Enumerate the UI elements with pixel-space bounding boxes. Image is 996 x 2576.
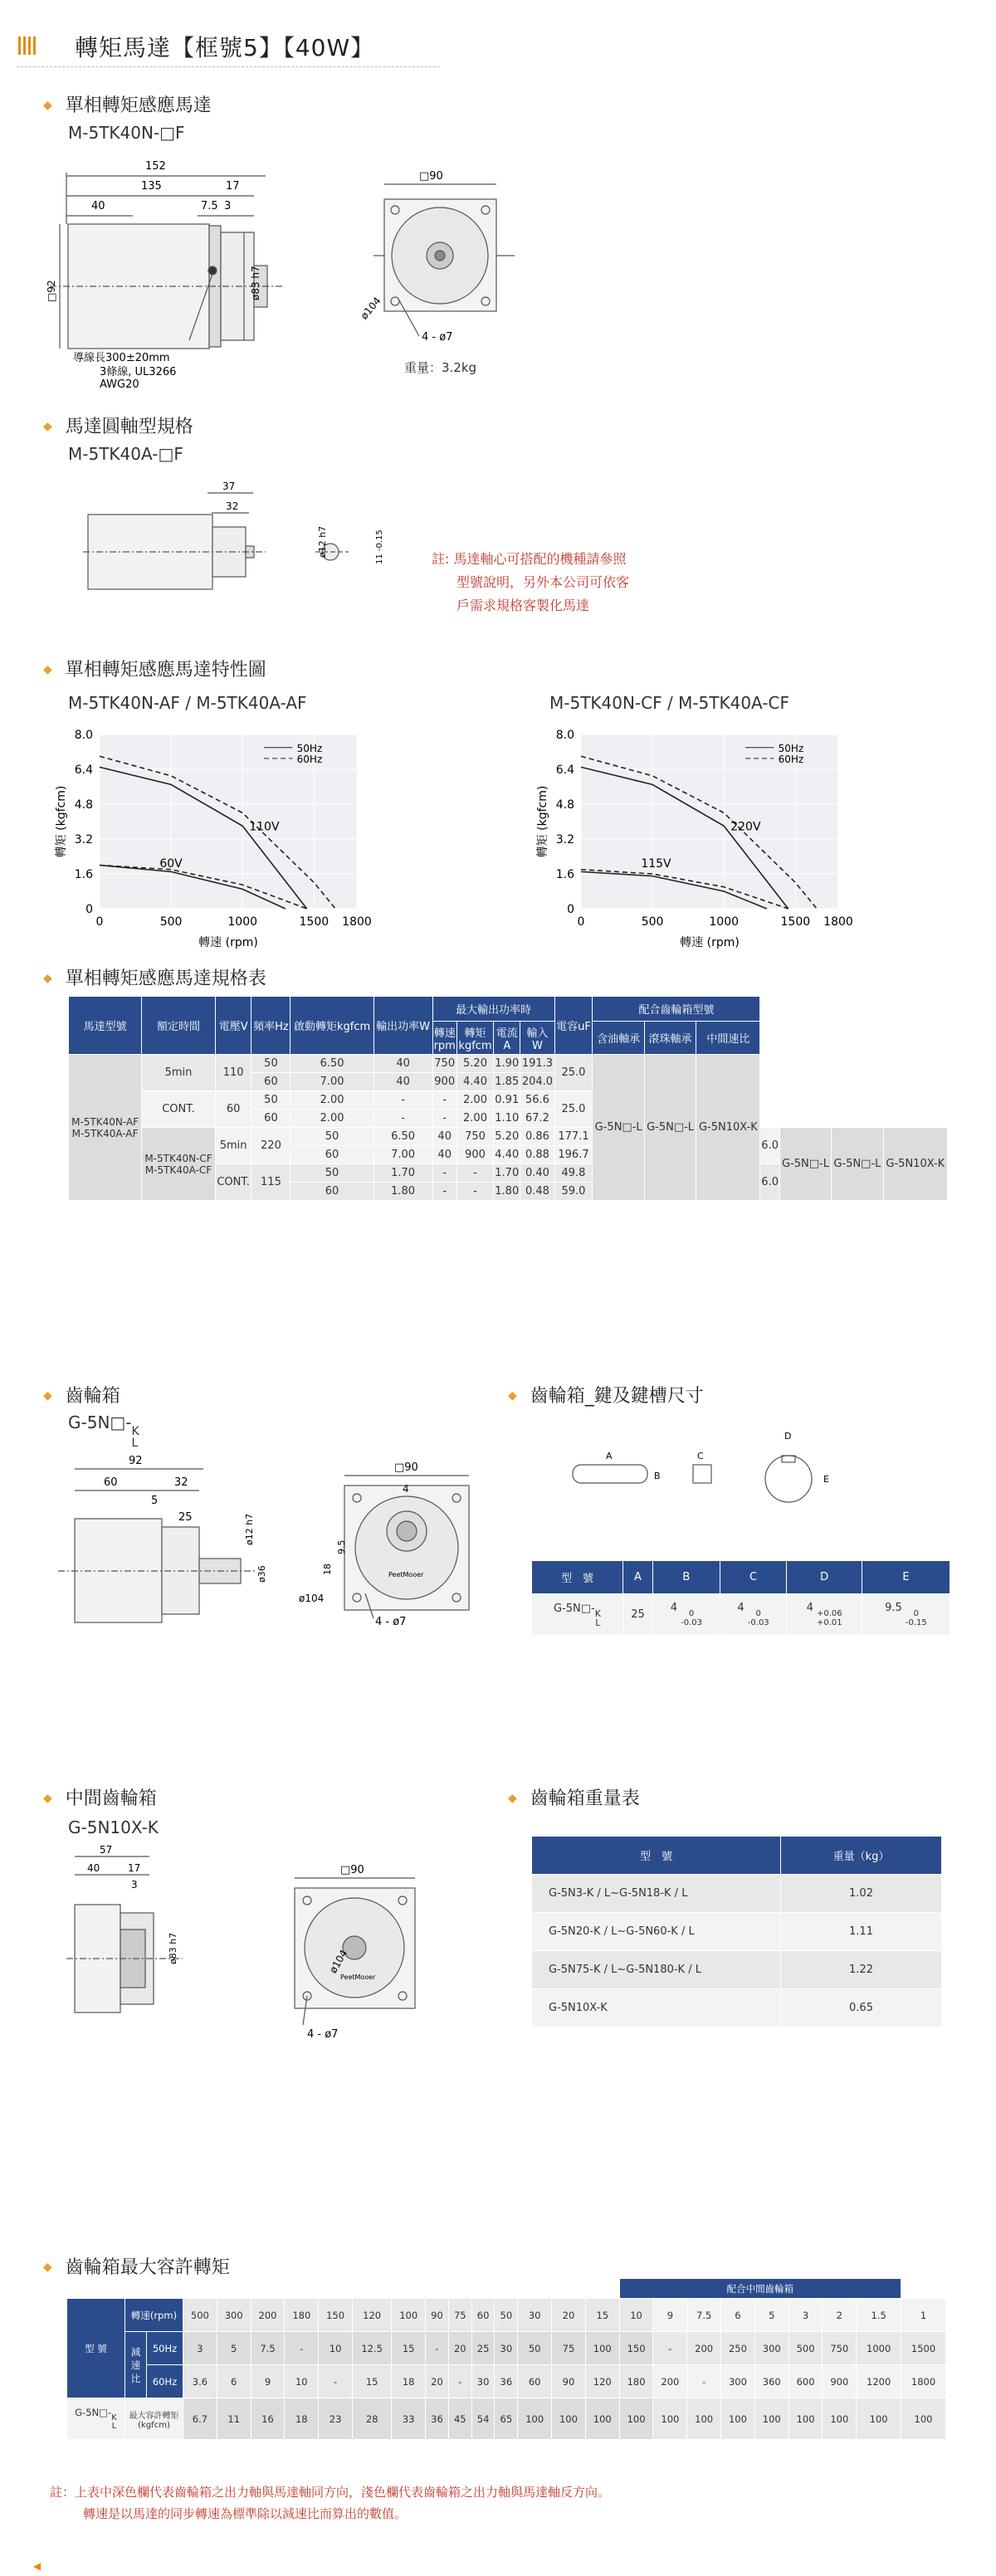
dim-32: 32 xyxy=(174,1476,188,1489)
dim-17: 17 xyxy=(128,1862,141,1874)
page-marker-icon: ◀ xyxy=(33,2560,42,2572)
key-letter-e: E xyxy=(823,1474,829,1485)
dim-phi104: ø104 xyxy=(327,1947,350,1976)
y-axis-label: 轉矩 (kgfcm) xyxy=(536,785,549,858)
dim-40: 40 xyxy=(87,1862,100,1874)
annotation-high: 110V xyxy=(249,820,280,834)
torque-row: 型 號 轉速(rpm) 500 300 200 180 150 120 100 90 75 60 50 30 20 15 10 9 7.5 6 5 3 2 1.5 1 xyxy=(67,2299,946,2332)
dim-18: 18 xyxy=(322,1564,333,1575)
section-title-round-shaft: ◆ 馬達圓軸型規格 xyxy=(43,412,193,438)
mount-holes: 4 - ø7 xyxy=(422,331,453,344)
dim-tolerance: 11 -0.15 xyxy=(375,529,384,564)
mount-holes: 4 - ø7 xyxy=(307,2028,339,2041)
brand-logo: PeetMooer xyxy=(340,1973,376,1981)
motor-weight: 重量：3.2kg xyxy=(404,360,477,375)
x-tick-label: 500 xyxy=(159,915,183,929)
section-title-characteristics: ◆ 單相轉矩感應馬達特性圖 xyxy=(43,656,266,681)
dim-25: 25 xyxy=(178,1511,193,1524)
dim-phi12: ø12 h7 xyxy=(244,1513,255,1545)
gearbox-drawing xyxy=(58,1444,490,1660)
dim-37: 37 xyxy=(222,481,236,492)
dim-phi83: ø83 h7 xyxy=(250,266,261,300)
chart-cf xyxy=(531,718,880,959)
dim-17: 17 xyxy=(226,180,240,193)
x-tick-label: 0 xyxy=(95,915,104,929)
section-title-mid-gearbox: ◆ 中間齒輪箱 xyxy=(43,1784,157,1810)
dim-sq90: □90 xyxy=(394,1461,418,1474)
annotation-high: 220V xyxy=(730,820,761,834)
gearbox-model: G-5N□- K L xyxy=(68,1412,139,1450)
chart-2-title: M-5TK40N-CF / M-5TK40A-CF xyxy=(549,693,789,713)
dim-5: 5 xyxy=(151,1495,159,1507)
y-tick-label: 1.6 xyxy=(74,868,93,881)
dim-phi104: ø104 xyxy=(358,295,383,322)
y-tick-label: 6.4 xyxy=(74,764,93,777)
dim-4: 4 xyxy=(403,1483,409,1495)
spec-row: CONT. 60 50 2.00 - - 2.00 0.91 56.6 25.0 xyxy=(69,1091,948,1110)
dim-sq90: □90 xyxy=(340,1864,364,1876)
dim-sq92: □92 xyxy=(46,280,57,302)
y-tick-label: 4.8 xyxy=(74,798,93,812)
round-shaft-drawing xyxy=(83,481,398,598)
key-letter-a: A xyxy=(606,1451,613,1461)
x-tick-label: 1000 xyxy=(709,915,740,929)
dim-152: 152 xyxy=(145,160,166,173)
y-tick-label: 1.6 xyxy=(555,868,574,881)
mid-gearbox-model: G-5N10X-K xyxy=(68,1817,159,1837)
key-table: 型 號 A B C D E G-5N□- K L 25 4 0 -0.03 4 0 -0.03 4 +0.06 +0.01 9.5 0 -0.15 xyxy=(531,1560,950,1636)
dim-135: 135 xyxy=(141,180,162,193)
lead-length: 導線長300±20mm xyxy=(73,352,170,364)
dim-3: 3 xyxy=(131,1879,138,1891)
y-tick-label: 0 xyxy=(567,903,574,916)
section-title-max-torque: ◆ 齒輪箱最大容許轉矩 xyxy=(43,2253,230,2279)
y-tick-label: 8.0 xyxy=(555,729,574,742)
dim-32: 32 xyxy=(226,500,239,512)
x-tick-label: 500 xyxy=(641,915,664,929)
spec-table: 馬達型號 額定時間 電壓V 頻率Hz 啟動轉矩kgfcm 輸出功率W 最大輸出功率時 電容uF 配合齒輪箱型號 轉速 rpm 轉矩 kgfcm 電流 A 輸入 W 含油軸承 滾珠軸承 中間速比 M-5TK40N-AF M-5TK40A-AF 5min 110 50 6.50 40 750 5.20 1.90 191.3 25.0 G-5N□-L G-5N□-L G-5N10X-K 60 7.00 40 900 4.40 1.85 204.0 CONT. 60 50 2.00 - - 2.00 0.91 56.6 25.0 60 2.00 - - 2.00 1.10 67.2 M-5TK40N-CF M-5TK40A-CF 5min 220 50 6.50 40 750 5.20 0.86 177.1 6.0 G-5N□-L G-5N□-L G-5N10X-K 60 7.00 40 900 4.40 0.88 196.7 CONT. 115 50 1.70 - - 1.70 0.40 49.8 6.0 60 1.80 - - 1.80 0.48 59.0 xyxy=(68,996,948,1201)
x-tick-label: 1500 xyxy=(299,915,330,929)
torque-row: 配合中間齒輪箱 xyxy=(67,2279,946,2299)
y-tick-label: 4.8 xyxy=(555,798,574,812)
header-divider xyxy=(17,66,440,67)
dim-3: 3 xyxy=(224,200,232,212)
section-title-key: ◆ 齒輪箱_鍵及鍵槽尺寸 xyxy=(508,1382,704,1408)
legend-50hz: 50Hz xyxy=(296,742,323,754)
spec-row: M-5TK40N-CF M-5TK40A-CF 5min 220 50 6.50 40 750 5.20 0.86 177.1 6.0 G-5N□-L G-5N□-L G-5N10X-K xyxy=(69,1128,948,1146)
key-letter-c: C xyxy=(697,1451,704,1461)
spec-row: CONT. 115 50 1.70 - - 1.70 0.40 49.8 6.0 xyxy=(69,1164,948,1183)
torque-row: 60Hz 3.6 6 9 10 - 15 18 20 - 30 36 60 90 120 180 200 - 300 360 600 900 1200 1800 xyxy=(67,2365,946,2398)
round-shaft-note: 註: 馬達軸心可搭配的機種請參照 型號說明，另外本公司可依客 戶需求規格客製化馬達 xyxy=(432,551,630,613)
section-title-spec-table: ◆ 單相轉矩感應馬達規格表 xyxy=(43,964,266,990)
legend-60hz: 60Hz xyxy=(778,753,804,765)
round-shaft-model: M-5TK40A-□F xyxy=(68,444,183,464)
dim-40: 40 xyxy=(91,200,105,212)
annotation-low: 115V xyxy=(641,857,671,871)
head-speed: 轉速 rpm xyxy=(432,1022,456,1055)
key-letter-b: B xyxy=(654,1471,661,1481)
dim-sq90: □90 xyxy=(419,170,443,183)
chart-1-title: M-5TK40N-AF / M-5TK40A-AF xyxy=(68,693,307,713)
page-title: 轉矩馬達【框號5】【40W】 xyxy=(75,34,375,61)
spec-row: 60 1.80 - - 1.80 0.48 59.0 xyxy=(69,1183,948,1201)
dim-57: 57 xyxy=(100,1844,113,1856)
header-bars-icon xyxy=(18,37,36,55)
key-drawing xyxy=(564,1427,880,1519)
section-title-gear-weight: ◆ 齒輪箱重量表 xyxy=(508,1784,640,1810)
motor-drawing xyxy=(46,149,515,391)
y-tick-label: 3.2 xyxy=(555,833,574,846)
x-tick-label: 1500 xyxy=(780,915,811,929)
dim-phi104: ø104 xyxy=(299,1593,325,1604)
y-tick-label: 8.0 xyxy=(74,729,93,742)
gear-weight-table: 型 號 重量（kg） G-5N3-K / L~G-5N18-K / L 1.02 G-5N20-K / L~G-5N60-K / L 1.11 G-5N75-K / L~G-5N180-K / L 1.22 G-5N10X-K 0.65 xyxy=(531,1836,942,2027)
wire-awg: AWG20 xyxy=(100,378,139,391)
max-torque-table xyxy=(66,2278,946,2440)
dim-phi83: ø83 h7 xyxy=(168,1932,178,1964)
x-axis-label: 轉速 (rpm) xyxy=(198,936,258,949)
x-axis-label: 轉速 (rpm) xyxy=(680,936,740,949)
section-title-motor: ◆ 單相轉矩感應馬達 xyxy=(43,91,212,117)
key-letter-d: D xyxy=(784,1431,792,1442)
dim-phi36: ø36 xyxy=(256,1565,267,1583)
motor-model: M-5TK40N-□F xyxy=(68,123,185,143)
spec-row: M-5TK40N-AF M-5TK40A-AF 5min 110 50 6.50 40 750 5.20 1.90 191.3 25.0 G-5N□-L G-5N□-L G-5N10X-K xyxy=(69,1055,948,1073)
x-tick-label: 1800 xyxy=(823,915,853,929)
dim-92: 92 xyxy=(129,1455,143,1467)
dim-7-5: 7.5 xyxy=(201,200,218,212)
legend-50hz: 50Hz xyxy=(778,742,804,754)
x-tick-label: 1000 xyxy=(227,915,258,929)
section-title-gearbox: ◆ 齒輪箱 xyxy=(43,1382,120,1408)
y-tick-label: 0 xyxy=(85,903,93,916)
y-tick-label: 3.2 xyxy=(74,833,93,846)
dim-phi12: ø12 h7 xyxy=(317,525,328,558)
mount-holes: 4 - ø7 xyxy=(375,1616,407,1628)
dim-9-5: 9.5 xyxy=(336,1539,347,1554)
mid-gearbox-drawing xyxy=(66,1844,498,2062)
dim-60: 60 xyxy=(104,1476,118,1489)
legend-60hz: 60Hz xyxy=(296,753,323,765)
wire-spec: 3條線, UL3266 xyxy=(100,366,177,378)
chart-af xyxy=(50,718,398,959)
y-axis-label: 轉矩 (kgfcm) xyxy=(55,785,68,858)
torque-row: 減 速 比 50Hz 3 5 7.5 - 10 12.5 15 - 20 25 30 50 75 100 150 - 200 250 300 500 750 1000 1500 xyxy=(67,2332,946,2365)
spec-row: 60 2.00 - - 2.00 1.10 67.2 xyxy=(69,1110,948,1128)
x-tick-label: 1800 xyxy=(342,915,372,929)
x-tick-label: 0 xyxy=(577,915,585,929)
torque-note: 註：上表中深色欄代表齒輪箱之出力軸與馬達軸同方向，淺色欄代表齒輪箱之出力軸與馬達軸反方向。 轉速是以馬達的同步轉速為標準除以減速比而算出的數值。 xyxy=(50,2485,611,2521)
brand-logo: PeetMooer xyxy=(388,1571,424,1578)
torque-row: G-5N□- K L 最大容許轉矩(kgfcm) 6.7 11 16 18 23 28 33 36 45 54 65 100 100 100 100 100 100 100 100 100 100 100 100 xyxy=(67,2398,946,2440)
y-tick-label: 6.4 xyxy=(555,764,574,777)
spec-row: 60 7.00 40 900 4.40 0.88 196.7 xyxy=(69,1146,948,1164)
spec-row: 60 7.00 40 900 4.40 1.85 204.0 xyxy=(69,1073,948,1091)
annotation-low: 60V xyxy=(159,857,183,871)
